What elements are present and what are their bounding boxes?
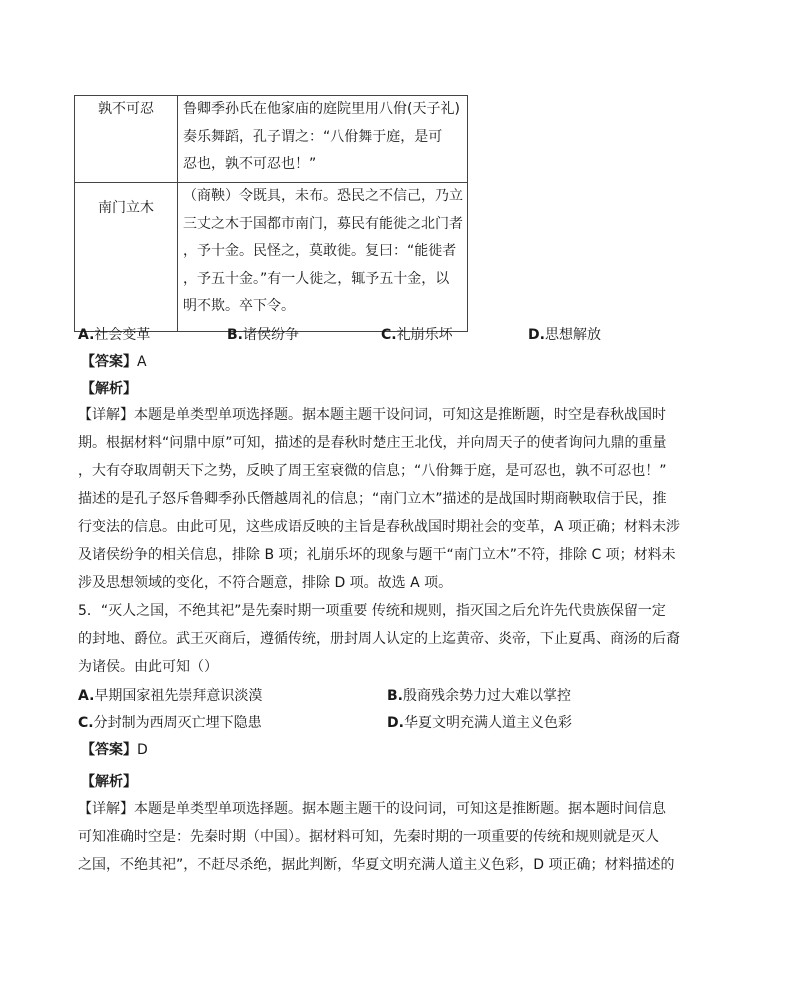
- idiom-name: 南门立木: [75, 183, 178, 332]
- idiom-table: [74, 95, 468, 332]
- description-line: ，予五十金。”有一人徙之，辄予五十金，以: [183, 270, 450, 287]
- description-line: ，予十金。民怪之，莫敢徙。复曰：“能徙者: [183, 243, 457, 259]
- q5-stem: [78, 597, 678, 681]
- description-line: （商鞅）令既具，未布。恐民之不信己，乃立: [183, 188, 463, 204]
- q5-analysis-heading: 【解析】: [81, 774, 137, 790]
- q4-option-d: D.思想解放: [528, 327, 601, 343]
- detail-line: 【详解】本题是单类型单项选择题。据本题主题干设问词，可知这是推断题，时空是春秋战国时: [78, 407, 666, 423]
- stem-line: 5．“灭人之国，不绝其祀”是先秦时期一项重要 传统和规则，指灭国之后允许先代贵族保留一定: [78, 603, 666, 619]
- q5-detail: [78, 795, 678, 879]
- description-line: 奏乐舞蹈，孔子谓之：“八佾舞于庭，是可: [183, 128, 443, 145]
- detail-line: 可知准确时空是：先秦时期（中国）。据材料可知，先秦时期的一项重要的传统和规则就是灭人: [78, 829, 659, 845]
- q4-option-a: A.社会变革: [78, 327, 151, 343]
- stem-line: 为诸侯。由此可知（）: [78, 659, 218, 675]
- q5-option-b: B.殷商残余势力过大难以掌控: [387, 688, 571, 704]
- detail-line: 涉及思想领域的变化，不符合题意，排除 D 项。故选 A 项。: [78, 575, 453, 591]
- detail-line: ，大有夺取周朝天下之势，反映了周王室衰微的信息；“八佾舞于庭，是可忍也，孰不可忍也！”: [78, 463, 667, 479]
- stem-line: 的封地、爵位。武王灭商后，遵循传统，册封周人认定的上迄黄帝、炎帝，下止夏禹、商汤的后裔: [78, 631, 680, 647]
- description-line: 明不欺。卒下令。: [183, 298, 295, 314]
- q4-option-b: B.诸侯纷争: [227, 327, 299, 343]
- description-line: 三丈之木于国都市南门，募民有能徙之北门者: [183, 215, 463, 232]
- idiom-description: [178, 96, 468, 183]
- q4-answer: 【答案】A: [81, 354, 147, 370]
- detail-line: 行变法的信息。由此可见，这些成语反映的主旨是春秋战国时期社会的变革，A 项正确；材料未涉: [78, 519, 681, 535]
- q5-options-row-1: [78, 685, 718, 707]
- idiom-description: [178, 183, 468, 332]
- description-line: 鲁卿季孙氏在他家庙的庭院里用八佾(天子礼): [183, 101, 460, 117]
- table-row: [75, 183, 468, 332]
- q5-answer: 【答案】D: [81, 742, 148, 758]
- description-line: 忍也，孰不可忍也！”: [183, 156, 317, 172]
- idiom-name: 孰不可忍: [75, 96, 178, 183]
- detail-line: 【详解】本题是单类型单项选择题。据本题主题干的设问词，可知这是推断题。据本题时间信息: [78, 801, 666, 817]
- table-row: [75, 96, 468, 183]
- q5-option-a: A.早期国家祖先崇拜意识淡漠: [78, 688, 263, 704]
- detail-line: 期。根据材料“问鼎中原”可知，描述的是春秋时楚庄王北伐，并向周天子的使者询问九鼎的重量: [78, 435, 667, 451]
- q4-option-c: C.礼崩乐坏: [381, 327, 453, 343]
- detail-line: 之国，不绝其祀”，不赶尽杀绝，据此判断，华夏文明充满人道主义色彩，D 项正确；材料描述的: [78, 857, 675, 873]
- detail-line: 描述的是孔子怒斥鲁卿季孙氏僭越周礼的信息；“南门立木”描述的是战国时期商鞅取信于民，推: [78, 491, 667, 507]
- q5-option-d: D.华夏文明充满人道主义色彩: [387, 715, 572, 731]
- q4-detail: [78, 401, 681, 597]
- detail-line: 及诸侯纷争的相关信息，排除 B 项；礼崩乐坏的现象与题干“南门立木”不符，排除 C 项；材料未: [78, 547, 676, 563]
- q5-options-row-2: [78, 712, 718, 734]
- q4-analysis-heading: 【解析】: [81, 381, 137, 397]
- q5-option-c: C.分封制为西周灭亡埋下隐患: [78, 715, 262, 731]
- q4-options: [78, 324, 718, 346]
